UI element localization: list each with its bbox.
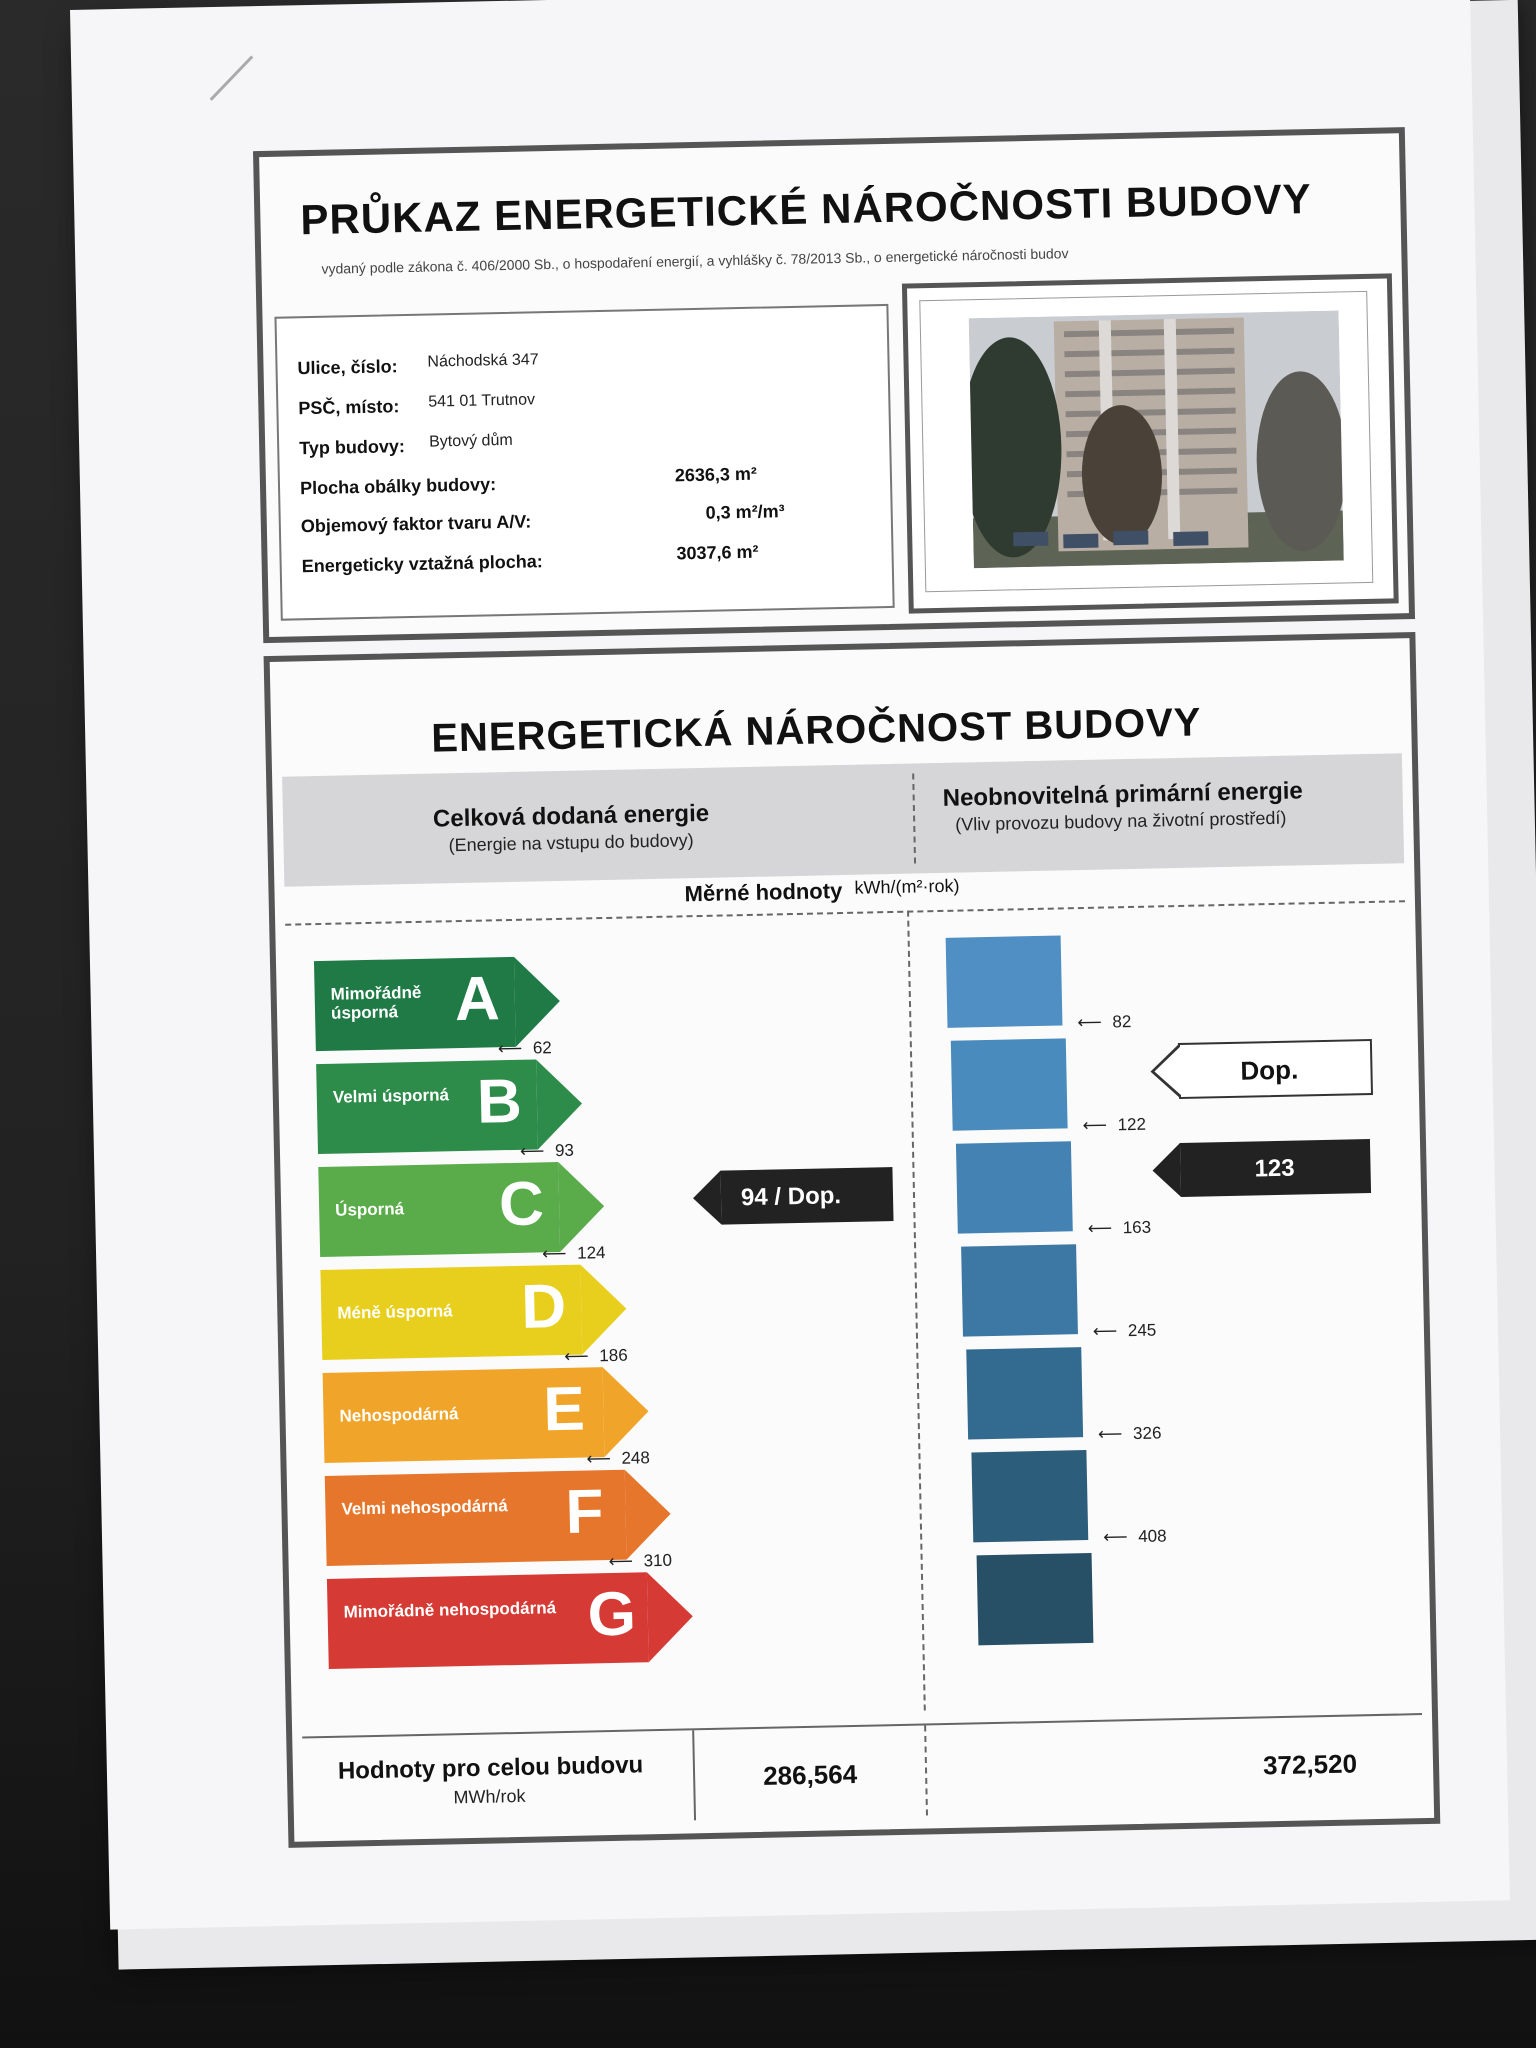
energy-class-g — [327, 1571, 694, 1669]
building-info — [274, 304, 894, 621]
threshold-arrow-icon: ⟵ — [1097, 1424, 1123, 1444]
primary-threshold: 163 — [1122, 1217, 1152, 1238]
primary-reference-marker — [1178, 1039, 1373, 1099]
threshold-arrow-icon: ⟵ — [497, 1038, 523, 1059]
threshold-arrow-icon: ⟵ — [564, 1346, 589, 1366]
factor-value: 0,3 m²/m³ — [705, 501, 785, 523]
threshold-arrow-icon: ⟵ — [541, 1243, 567, 1264]
specific-values-unit: kWh/(m²·rok) — [854, 875, 960, 898]
type-label: Typ budovy: — [299, 436, 406, 459]
energy-class-e-name: Nehospodárná — [339, 1404, 459, 1426]
class-threshold-f: 310 — [643, 1550, 673, 1571]
street-label: Ulice, číslo: — [297, 356, 398, 379]
primary-energy-marker-label: 123 — [1254, 1154, 1295, 1183]
energy-class-d-name: Méně úsporná — [337, 1301, 453, 1323]
threshold-arrow-icon: ⟵ — [1103, 1527, 1128, 1547]
threshold-arrow-icon: ⟵ — [1077, 1012, 1102, 1033]
area-value: 3037,6 m² — [676, 541, 759, 564]
primary-energy-band — [961, 1244, 1078, 1336]
energy-class-c-name: Úsporná — [334, 1199, 405, 1220]
energy-class-a-name: Mimořádně úsporná — [330, 982, 422, 1023]
energy-class-a — [314, 956, 561, 1051]
primary-reference-label: Dop. — [1240, 1054, 1299, 1086]
rating-box — [264, 632, 1441, 1848]
energy-class-b-name: Velmi úsporná — [332, 1085, 450, 1107]
street-value: Náchodská 347 — [427, 351, 539, 371]
threshold-arrow-icon: ⟵ — [1092, 1321, 1118, 1341]
specific-values-label: Měrné hodnoty — [684, 878, 843, 907]
header-box — [253, 127, 1415, 643]
photo-frame — [902, 273, 1399, 613]
energy-class-g-name: Mimořádně nehospodárná — [343, 1598, 557, 1622]
type-value: Bytový dům — [428, 431, 513, 451]
primary-energy-band — [971, 1450, 1088, 1542]
document-subtitle: vydaný podle zákona č. 406/2000 Sb., o hospodaření energií, a vyhlášky č. 78/2013 Sb., o energetické náročnosti budov — [321, 245, 1069, 277]
primary-energy-subheader: (Vliv provozu budovy na životní prostředí) — [955, 807, 1287, 835]
threshold-arrow-icon: ⟵ — [1082, 1115, 1108, 1136]
energy-class-d-letter: D — [520, 1271, 567, 1342]
class-threshold-e: 248 — [621, 1448, 651, 1468]
energy-class-b — [316, 1059, 583, 1155]
delivered-energy-marker-label: 94 / Dop. — [740, 1182, 842, 1212]
total-primary-value: 372,520 — [1262, 1748, 1358, 1781]
total-delivered-value: 286,564 — [762, 1758, 858, 1791]
energy-class-b-letter: B — [476, 1066, 523, 1137]
primary-energy-band — [946, 935, 1063, 1027]
totals-row — [302, 1713, 1424, 1828]
certificate-sheet — [70, 0, 1510, 1930]
threshold-arrow-icon: ⟵ — [519, 1141, 545, 1161]
factor-label: Objemový faktor tvaru A/V: — [300, 511, 532, 537]
column-headers — [282, 753, 1404, 886]
energy-class-f-letter: F — [564, 1477, 605, 1547]
primary-threshold: 122 — [1117, 1114, 1147, 1135]
class-threshold-b: 93 — [554, 1140, 575, 1161]
primary-threshold: 326 — [1132, 1423, 1162, 1444]
area-label: Energeticky vztažná plocha: — [301, 551, 543, 577]
primary-energy-header: Neobnovitelná primární energie — [942, 777, 1303, 812]
psc-value: 541 01 Trutnov — [428, 391, 536, 411]
class-threshold-d: 186 — [599, 1345, 628, 1366]
building-photo — [969, 310, 1344, 568]
delivered-energy-subheader: (Energie na vstupu do budovy) — [448, 830, 694, 856]
delivered-energy-header: Celková dodaná energie — [432, 799, 710, 833]
totals-label: Hodnoty pro celou budovu — [337, 1751, 644, 1785]
primary-threshold: 408 — [1138, 1526, 1167, 1546]
primary-energy-band — [951, 1038, 1068, 1130]
primary-energy-band — [956, 1141, 1073, 1233]
primary-energy-marker — [1180, 1139, 1371, 1197]
totals-unit: MWh/rok — [453, 1785, 526, 1808]
energy-class-d — [320, 1264, 627, 1360]
primary-energy-band — [966, 1347, 1083, 1439]
envelope-label: Plocha obálky budovy: — [299, 474, 497, 499]
energy-class-a-letter: A — [454, 964, 501, 1035]
document-title: PRŮKAZ ENERGETICKÉ NÁROČNOSTI BUDOVY — [299, 175, 1313, 244]
psc-label: PSČ, místo: — [298, 396, 400, 419]
primary-threshold: 245 — [1127, 1320, 1157, 1341]
threshold-arrow-icon: ⟵ — [586, 1448, 612, 1469]
primary-threshold: 82 — [1112, 1011, 1132, 1032]
class-threshold-c: 124 — [576, 1243, 606, 1263]
primary-energy-band — [977, 1553, 1094, 1645]
energy-class-c-letter: C — [498, 1169, 545, 1240]
envelope-value: 2636,3 m² — [674, 463, 758, 486]
energy-class-f-name: Velmi nehospodárná — [341, 1496, 508, 1519]
energy-class-g-letter: G — [587, 1579, 637, 1650]
energy-class-c — [318, 1161, 605, 1257]
delivered-energy-marker — [720, 1167, 893, 1225]
energy-class-e-letter: E — [542, 1374, 586, 1445]
rating-title: ENERGETICKÁ NÁROČNOST BUDOVY — [430, 700, 1202, 761]
class-threshold-a: 62 — [532, 1038, 552, 1058]
threshold-arrow-icon: ⟵ — [1087, 1218, 1113, 1238]
staple — [210, 55, 254, 100]
threshold-arrow-icon: ⟵ — [608, 1551, 634, 1572]
